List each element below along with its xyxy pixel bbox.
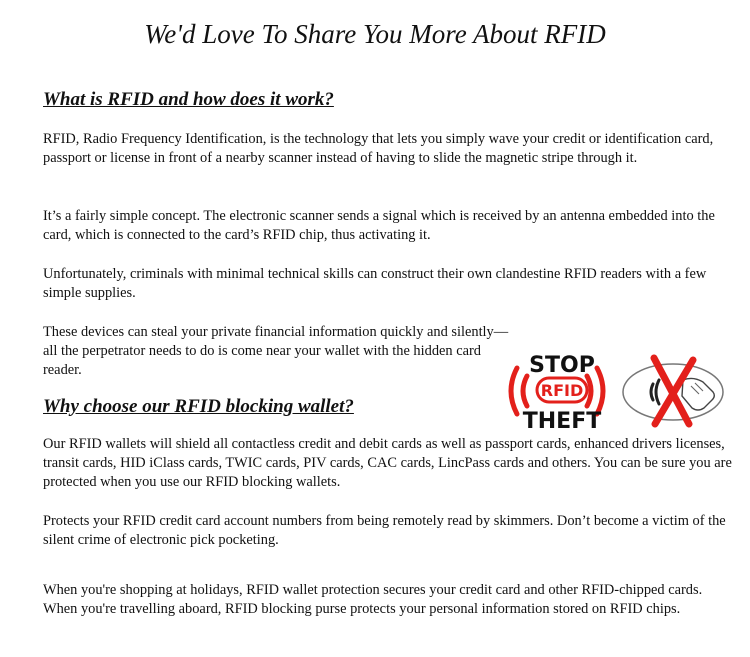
paragraph: RFID, Radio Frequency Identification, is the technology that lets you simply wave your credit or identification card, passport or license in front of a nearby scanner instead of having to slide the magnetic stripe through it. <box>43 131 714 166</box>
paragraph: When you're shopping at holidays, RFID wallet protection secures your credit card and other RFID-chipped cards. When you're travelling aboard, RFID blocking purse protects your personal information stored on RFID chips. <box>43 582 703 617</box>
section-heading-how-it-works: What is RFID and how does it work? <box>43 89 334 110</box>
logo-theft-text: THEFT <box>522 409 602 432</box>
section-heading-why-choose: Why choose our RFID blocking wallet? <box>43 396 354 417</box>
paragraph: Protects your RFID credit card account numbers from being remotely read by skimmers. Don’t become a victim of the silent crime of electronic pick pocketing. <box>43 513 726 548</box>
paragraph: Unfortunately, criminals with minimal technical skills can construct their own clandestine RFID readers with a few simple supplies. <box>43 266 707 301</box>
paragraph: These devices can steal your private financial information quickly and silently—all the perpetrator needs to do is come near your wallet with the hidden card reader. <box>43 324 509 378</box>
paragraph: Our RFID wallets will shield all contactless credit and debit cards as well as passport cards, enhanced drivers licenses, transit cards, HID iClass cards, TWIC cards, PIV cards, CAC cards, LincPass cards and others. You can be sure you are protected when you use our RFID blocking wallets. <box>43 436 732 490</box>
logo-stop-text: STOP <box>529 353 595 378</box>
stop-rfid-theft-logo <box>503 350 733 432</box>
logo-rfid-text: RFID <box>540 381 584 400</box>
paragraph: It’s a fairly simple concept. The electronic scanner sends a signal which is received by an antenna embedded into the card, which is connected to the card’s RFID chip, thus activating it. <box>43 208 715 243</box>
page-title: We'd Love To Share You More About RFID <box>144 19 606 49</box>
